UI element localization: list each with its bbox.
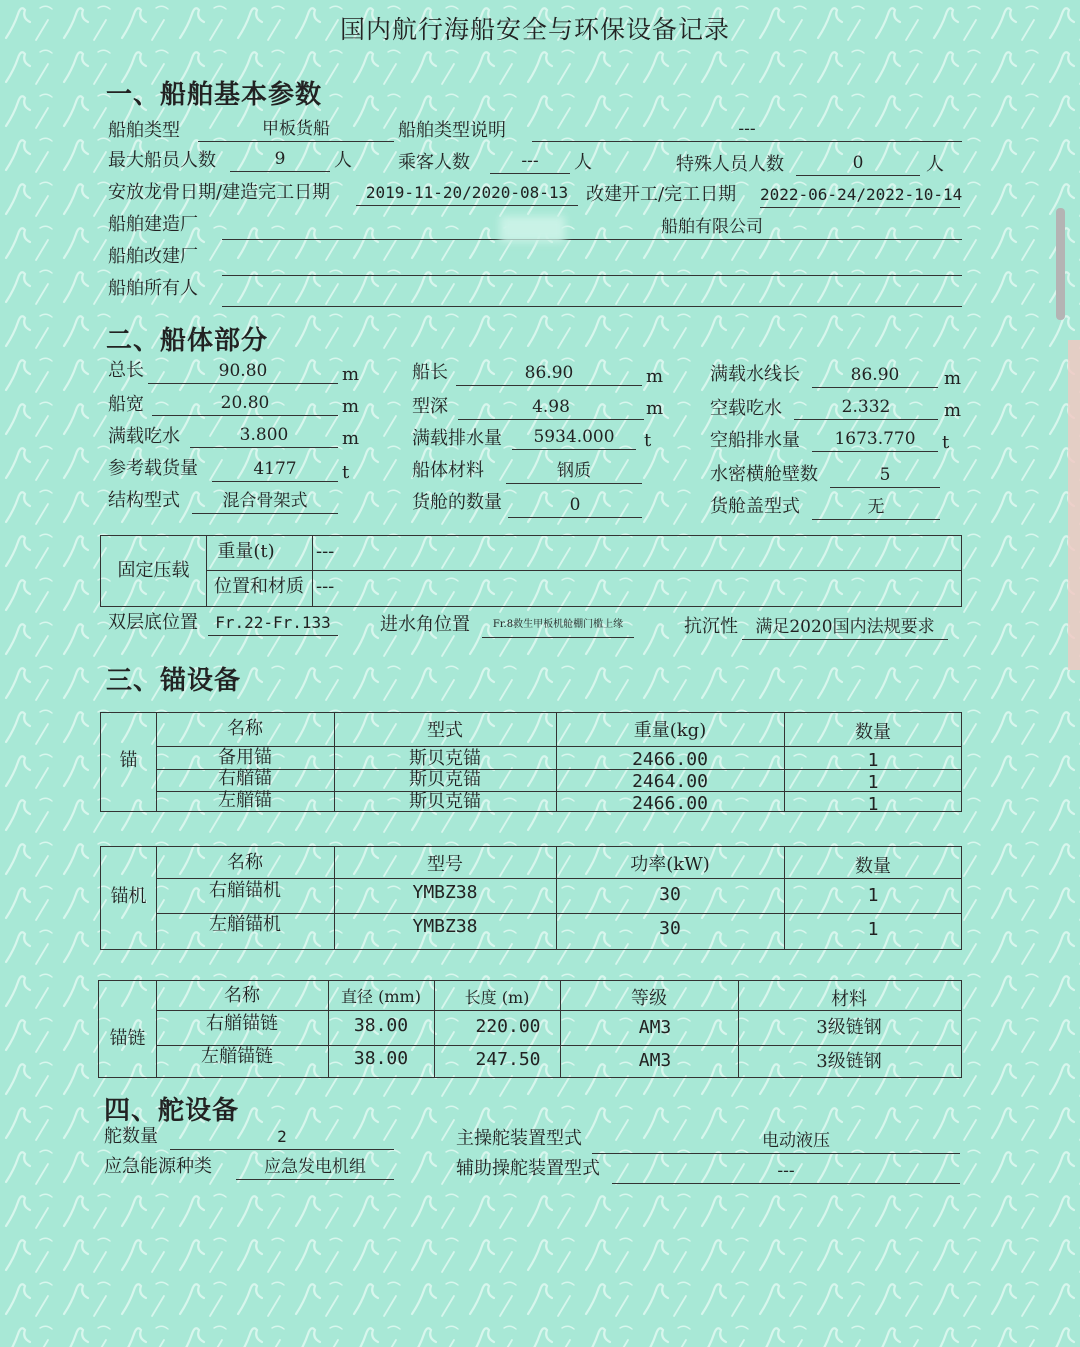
light-disp-label: 空船排水量 bbox=[710, 430, 800, 451]
owner-label: 船舶所有人 bbox=[108, 278, 198, 299]
ship-type-label: 船舶类型 bbox=[108, 120, 180, 141]
length-value: 86.90 bbox=[456, 362, 642, 386]
light-draft-value: 2.332 bbox=[794, 396, 938, 420]
redaction-blur bbox=[500, 216, 565, 242]
builder-value bbox=[222, 216, 962, 240]
full-disp-label: 满载排水量 bbox=[412, 428, 502, 449]
anchor-header-weight: 重量(kg) bbox=[633, 720, 707, 741]
table-cell: 1 bbox=[867, 919, 879, 940]
max-crew-label: 最大船员人数 bbox=[108, 150, 216, 171]
windlass-header-model: 型号 bbox=[427, 854, 463, 875]
keel-date-label: 安放龙骨日期/建造完工日期 bbox=[108, 182, 331, 203]
full-disp-unit: t bbox=[644, 430, 652, 451]
builder-name: 船舶有限公司 bbox=[661, 217, 763, 237]
flood-angle-value: Fr.8救生甲板机舱棚门槛上缘 bbox=[482, 614, 634, 638]
table-cell: 38.00 bbox=[353, 1048, 409, 1069]
conversion-date-label: 改建开工/完工日期 bbox=[586, 184, 737, 205]
table-cell: AM3 bbox=[638, 1050, 672, 1071]
flood-angle-label: 进水角位置 bbox=[380, 614, 470, 635]
chain-header-material: 材料 bbox=[831, 989, 867, 1010]
section-4-heading: 四、舵设备 bbox=[104, 1096, 240, 1126]
special-label: 特殊人员人数 bbox=[676, 154, 784, 175]
full-disp-value: 5934.000 bbox=[512, 426, 636, 450]
table-cell: 备用锚 bbox=[218, 747, 272, 768]
loa-unit: m bbox=[342, 364, 360, 385]
wl-length-label: 满载水线长 bbox=[710, 364, 800, 385]
breadth-label: 船宽 bbox=[108, 394, 144, 415]
builder-label: 船舶建造厂 bbox=[108, 214, 198, 235]
special-value: 0 bbox=[796, 152, 920, 176]
chain-header-name: 名称 bbox=[224, 985, 260, 1006]
anchor-header-qty: 数量 bbox=[855, 722, 891, 743]
ballast-position-value: --- bbox=[316, 576, 335, 597]
table-cell: 右艏锚链 bbox=[206, 1013, 278, 1034]
crew-unit: 人 bbox=[334, 150, 352, 171]
full-draft-unit: m bbox=[342, 428, 360, 449]
length-unit: m bbox=[646, 366, 664, 387]
table-cell: YMBZ38 bbox=[412, 916, 478, 937]
wl-length-unit: m bbox=[944, 368, 962, 389]
aux-steering-label: 辅助操舵装置型式 bbox=[456, 1158, 600, 1179]
light-draft-unit: m bbox=[944, 400, 962, 421]
holds-label: 货舱的数量 bbox=[412, 492, 502, 513]
depth-value: 4.98 bbox=[458, 396, 644, 420]
chain-header-grade: 等级 bbox=[631, 988, 667, 1009]
ballast-weight-label: 重量(t) bbox=[217, 541, 275, 562]
full-draft-value: 3.800 bbox=[190, 424, 338, 448]
table-cell: 3级链钢 bbox=[816, 1051, 882, 1072]
light-disp-unit: t bbox=[942, 432, 950, 453]
rudders-value: 2 bbox=[170, 1126, 394, 1150]
passengers-value: --- bbox=[490, 150, 570, 174]
depth-label: 型深 bbox=[412, 396, 448, 417]
table-cell: 2466.00 bbox=[632, 793, 708, 814]
document-title: 国内航行海船安全与环保设备记录 bbox=[340, 15, 731, 44]
ship-type-value: 甲板货船 bbox=[198, 118, 394, 142]
table-cell: AM3 bbox=[638, 1017, 672, 1038]
table-cell: 斯贝克锚 bbox=[409, 791, 481, 812]
table-cell: 斯贝克锚 bbox=[409, 769, 481, 790]
section-2-heading: 二、船体部分 bbox=[106, 326, 269, 356]
red-stamp-edge bbox=[1068, 340, 1080, 670]
table-cell: 左艏锚 bbox=[218, 790, 272, 811]
anchor-header-name: 名称 bbox=[227, 718, 263, 739]
bulkheads-value: 5 bbox=[830, 464, 940, 488]
table-cell: 1 bbox=[867, 794, 879, 815]
ballast-divider-2 bbox=[312, 536, 313, 606]
length-label: 船长 bbox=[412, 362, 448, 383]
ship-type-desc-label: 船舶类型说明 bbox=[398, 120, 506, 141]
light-draft-label: 空载吃水 bbox=[710, 398, 782, 419]
holds-value: 0 bbox=[508, 494, 642, 518]
anchor-header-type: 型式 bbox=[427, 720, 463, 741]
passengers-unit: 人 bbox=[574, 152, 592, 173]
table-cell: 左艏锚机 bbox=[209, 914, 281, 935]
table-cell: 右艏锚 bbox=[218, 768, 272, 789]
windlass-header-qty: 数量 bbox=[855, 856, 891, 877]
sink-value: 满足2020国内法规要求 bbox=[742, 616, 948, 640]
breadth-unit: m bbox=[342, 396, 360, 417]
table-cell: 30 bbox=[659, 918, 681, 939]
table-cell: 左艏锚链 bbox=[201, 1046, 273, 1067]
ship-type-desc-value: --- bbox=[532, 118, 962, 142]
loa-label: 总长 bbox=[108, 360, 144, 381]
depth-unit: m bbox=[646, 398, 664, 419]
hatch-value: 无 bbox=[812, 496, 940, 520]
chain-label: 锚链 bbox=[109, 1028, 146, 1049]
emergency-power-label: 应急能源种类 bbox=[104, 1156, 212, 1177]
ballast-row-divider bbox=[206, 570, 961, 571]
ballast-weight-value: --- bbox=[316, 541, 335, 562]
main-steering-text: 电动液压 bbox=[762, 1131, 830, 1151]
hull-material-label: 船体材料 bbox=[412, 460, 484, 481]
chain-header-length: 长度 (m) bbox=[464, 988, 530, 1007]
hull-material-value: 钢质 bbox=[506, 460, 642, 484]
double-bottom-label: 双层底位置 bbox=[108, 612, 198, 633]
section-1-heading: 一、船舶基本参数 bbox=[106, 80, 323, 110]
converter-label: 船舶改建厂 bbox=[108, 246, 198, 267]
ref-cargo-label: 参考载货量 bbox=[108, 458, 198, 479]
table-cell: 30 bbox=[659, 884, 681, 905]
ballast-label: 固定压载 bbox=[117, 560, 190, 581]
hatch-label: 货舱盖型式 bbox=[710, 496, 800, 517]
table-cell: 斯贝克锚 bbox=[409, 748, 481, 769]
ref-cargo-value: 4177 bbox=[212, 458, 338, 482]
table-cell: 2464.00 bbox=[632, 771, 708, 792]
structure-value: 混合骨架式 bbox=[192, 490, 338, 514]
table-cell: 220.00 bbox=[475, 1016, 541, 1037]
sink-label: 抗沉性 bbox=[684, 616, 738, 637]
table-cell: 1 bbox=[867, 750, 879, 771]
ref-cargo-unit: t bbox=[342, 462, 350, 483]
aux-steering-value: --- bbox=[612, 1160, 960, 1184]
table-cell: 3级链钢 bbox=[816, 1017, 882, 1038]
owner-line bbox=[222, 306, 962, 307]
main-steering-value bbox=[592, 1130, 960, 1154]
special-unit: 人 bbox=[926, 154, 944, 175]
max-crew-value: 9 bbox=[230, 148, 330, 172]
rudders-label: 舵数量 bbox=[104, 1126, 158, 1147]
breadth-value: 20.80 bbox=[152, 392, 338, 416]
loa-value: 90.80 bbox=[148, 360, 338, 384]
double-bottom-value: Fr.22-Fr.133 bbox=[208, 612, 338, 636]
chain-header-diameter: 直径 (mm) bbox=[341, 987, 421, 1006]
windlass-header-power: 功率(kW) bbox=[630, 854, 710, 875]
windlass-header-name: 名称 bbox=[227, 852, 263, 873]
table-cell: 1 bbox=[867, 772, 879, 793]
section-3-heading: 三、锚设备 bbox=[106, 666, 242, 696]
table-cell: 右艏锚机 bbox=[209, 880, 281, 901]
table-cell: YMBZ38 bbox=[412, 882, 478, 903]
conversion-date-value: 2022-06-24/2022-10-14 bbox=[760, 184, 960, 208]
windlass-label: 锚机 bbox=[110, 886, 147, 907]
scrollbar-thumb[interactable] bbox=[1056, 208, 1065, 320]
windlass-row-line-1 bbox=[156, 878, 961, 879]
main-steering-label: 主操舵装置型式 bbox=[456, 1128, 582, 1149]
anchor-label: 锚 bbox=[119, 750, 138, 771]
converter-line bbox=[222, 275, 962, 276]
table-cell: 2466.00 bbox=[632, 749, 708, 770]
table-cell: 1 bbox=[867, 885, 879, 906]
keel-date-value: 2019-11-20/2020-08-13 bbox=[356, 182, 578, 206]
wl-length-value: 86.90 bbox=[812, 364, 938, 388]
table-cell: 247.50 bbox=[475, 1049, 541, 1070]
emergency-power-value: 应急发电机组 bbox=[236, 1156, 394, 1180]
ballast-position-label: 位置和材质 bbox=[214, 576, 304, 597]
light-disp-value: 1673.770 bbox=[812, 428, 938, 452]
table-cell: 38.00 bbox=[353, 1015, 409, 1036]
full-draft-label: 满载吃水 bbox=[108, 426, 180, 447]
passengers-label: 乘客人数 bbox=[398, 152, 470, 173]
structure-label: 结构型式 bbox=[108, 490, 180, 511]
bulkheads-label: 水密横舱壁数 bbox=[710, 464, 818, 485]
